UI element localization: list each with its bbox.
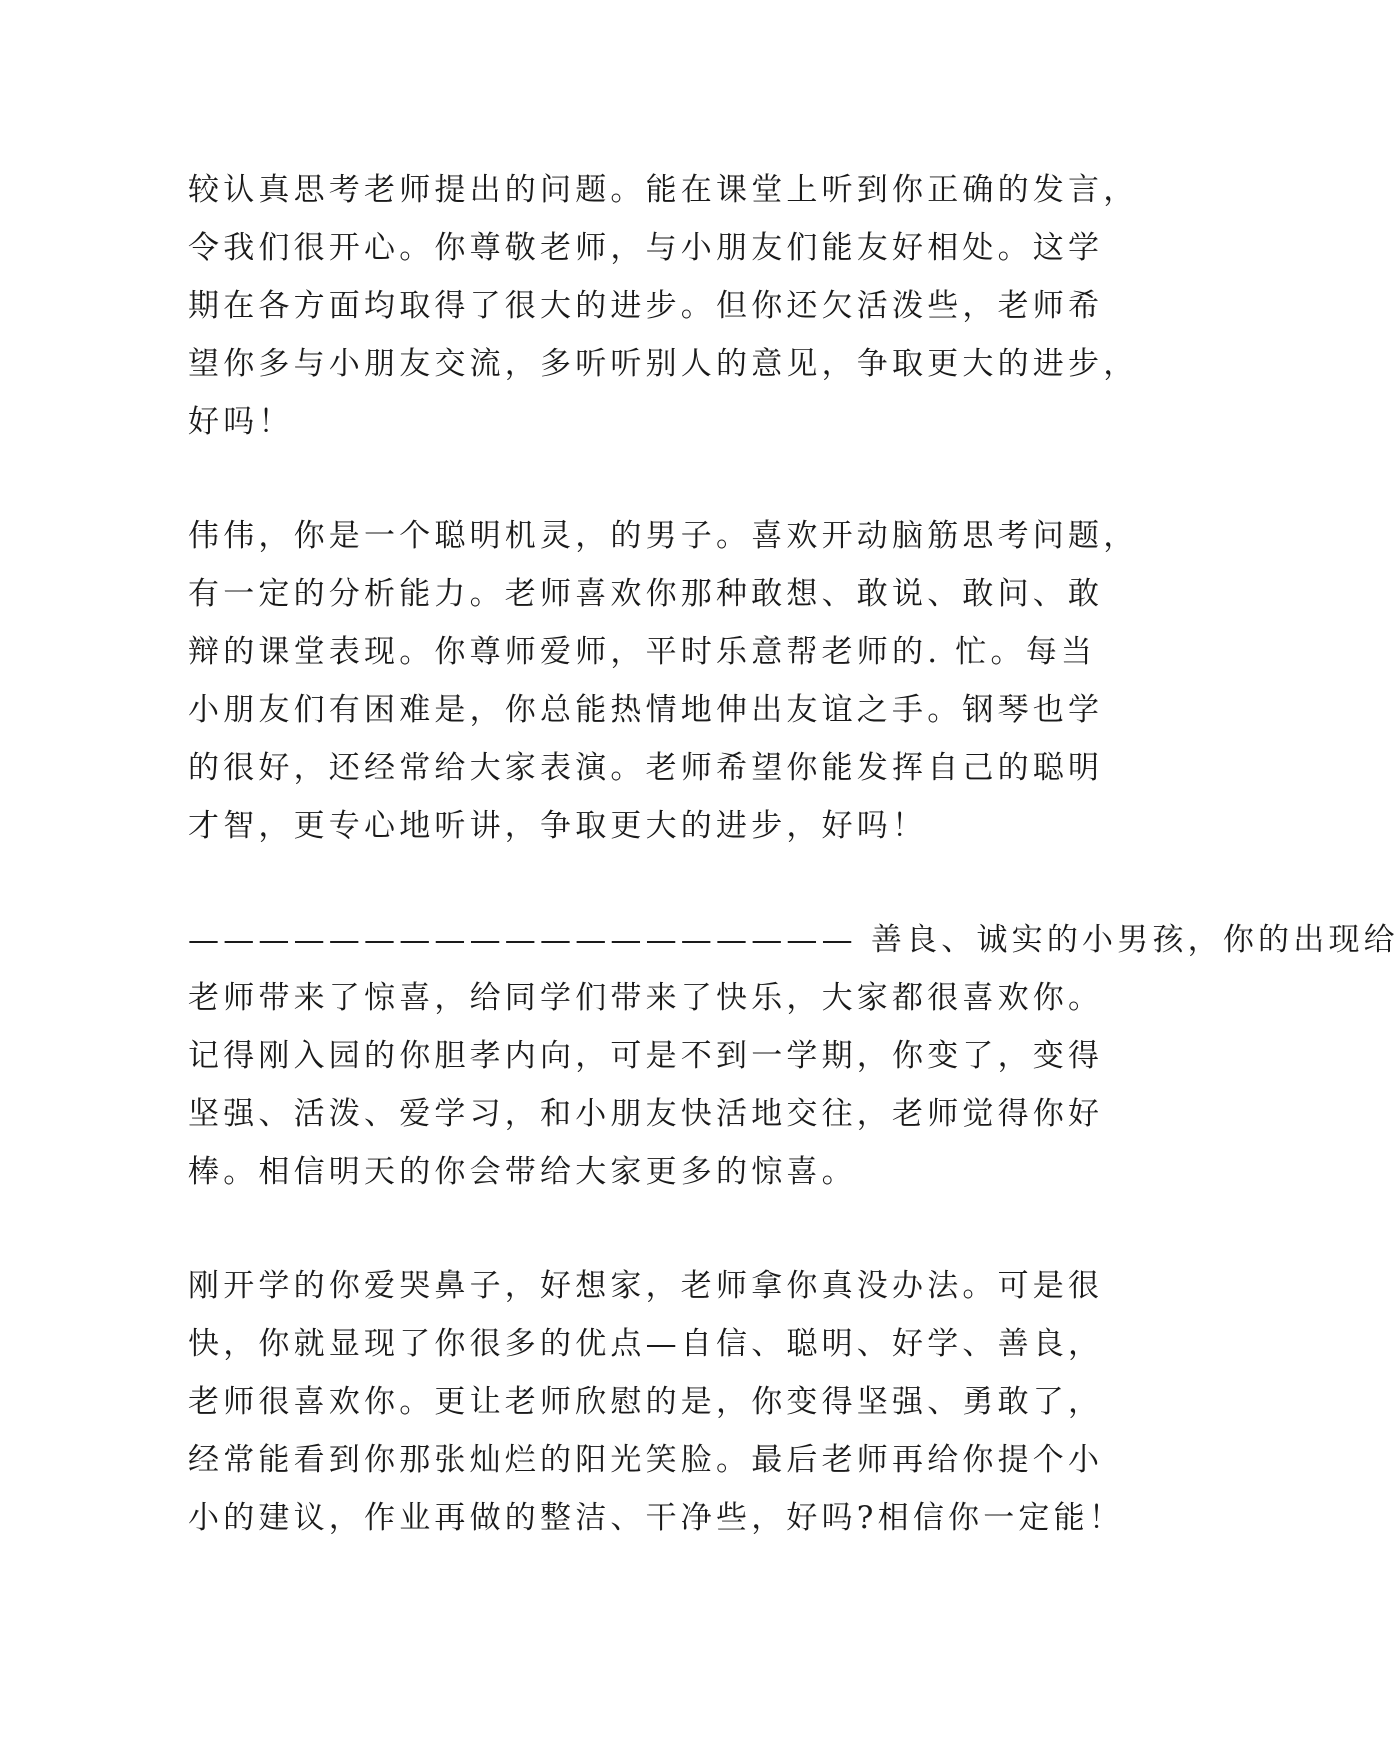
comment-paragraph-3	[188, 911, 1399, 1201]
text-line: 快，你就显现了你很多的优点—自信、聪明、好学、善良，	[188, 1326, 1104, 1362]
text-line: 伟伟，你是一个聪明机灵，的男子。喜欢开动脑筋思考问题，	[188, 518, 1139, 554]
comment-paragraph-1	[188, 161, 1139, 451]
text-line: 记得刚入园的你胆孝内向，可是不到一学期，你变了，变得	[188, 1038, 1104, 1074]
text-line: 老师带来了惊喜，给同学们带来了快乐，大家都很喜欢你。	[188, 980, 1104, 1016]
text-line: 坚强、活泼、爱学习，和小朋友快活地交往，老师觉得你好	[188, 1096, 1104, 1132]
text-line: 令我们很开心。你尊敬老师，与小朋友们能友好相处。这学	[188, 230, 1104, 266]
text-line: 较认真思考老师提出的问题。能在课堂上听到你正确的发言，	[188, 172, 1139, 208]
text-line: 小朋友们有困难是，你总能热情地伸出友谊之手。钢琴也学	[188, 692, 1104, 728]
text-line: 望你多与小朋友交流，多听听别人的意见，争取更大的进步，	[188, 346, 1139, 382]
text-line: 好吗！	[188, 404, 294, 440]
text-line: 棒。相信明天的你会带给大家更多的惊喜。	[188, 1154, 857, 1190]
text-line: 才智，更专心地听讲，争取更大的进步，好吗！	[188, 808, 928, 844]
comment-paragraph-2	[188, 507, 1139, 855]
text-line: 小的建议，作业再做的整洁、干净些，好吗?相信你一定能！	[188, 1500, 1125, 1536]
comment-paragraph-4	[188, 1257, 1125, 1547]
text-line: 老师很喜欢你。更让老师欣慰的是，你变得坚强、勇敢了，	[188, 1384, 1104, 1420]
text-line: 经常能看到你那张灿烂的阳光笑脸。最后老师再给你提个小	[188, 1442, 1104, 1478]
text-line: 的很好，还经常给大家表演。老师希望你能发挥自己的聪明	[188, 750, 1104, 786]
text-line: 有一定的分析能力。老师喜欢你那种敢想、敢说、敢问、敢	[188, 576, 1104, 612]
text-line: 期在各方面均取得了很大的进步。但你还欠活泼些，老师希	[188, 288, 1104, 324]
text-line: 辩的课堂表现。你尊师爱师，平时乐意帮老师的. 忙。每当	[188, 634, 1097, 670]
text-line: ——————————————————— 善良、诚实的小男孩，你的出现给	[188, 922, 1399, 958]
text-line: 刚开学的你爱哭鼻子，好想家，老师拿你真没办法。可是很	[188, 1268, 1104, 1304]
